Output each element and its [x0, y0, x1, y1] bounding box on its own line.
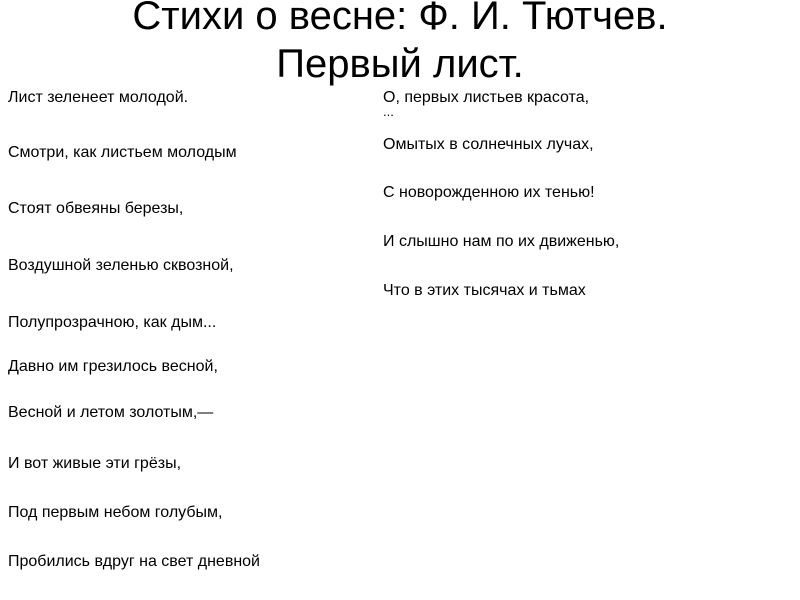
poem-line: Стоят обвеяны березы, — [8, 200, 184, 217]
poem-line: И вот живые эти грёзы, — [8, 455, 182, 472]
poem-line: Полупрозрачною, как дым... — [8, 314, 217, 331]
poem-line: Давно им грезилось весной, — [8, 358, 218, 375]
poem-line: И слышно нам по их движенью, — [383, 233, 620, 250]
poem-line: О, первых листьев красота, — [383, 89, 590, 106]
poem-line: Лист зеленеет молодой. — [8, 89, 189, 106]
title-line-1: Стихи о весне: Ф. И. Тютчев. — [132, 0, 668, 38]
poem-line: Пробились вдруг на свет дневной — [8, 553, 260, 570]
poem-line: С новорожденною их тенью! — [383, 184, 595, 201]
poem-line: Весной и летом золотым,— — [8, 404, 214, 421]
poem-line: Воздушной зеленью сквозной, — [8, 257, 234, 274]
poem-right-column — [383, 0, 683, 600]
poem-line: Под первым небом голубым, — [8, 504, 223, 521]
poem-line: Омытых в солнечных лучах, — [383, 136, 594, 153]
poem-ellipsis: ... — [383, 104, 394, 119]
poem-line: Смотри, как листьем молодым — [8, 144, 237, 161]
title-line-2: Первый лист. — [276, 42, 524, 86]
poem-line: Что в этих тысячах и тьмах — [383, 282, 586, 299]
poem-left-column — [8, 0, 293, 600]
